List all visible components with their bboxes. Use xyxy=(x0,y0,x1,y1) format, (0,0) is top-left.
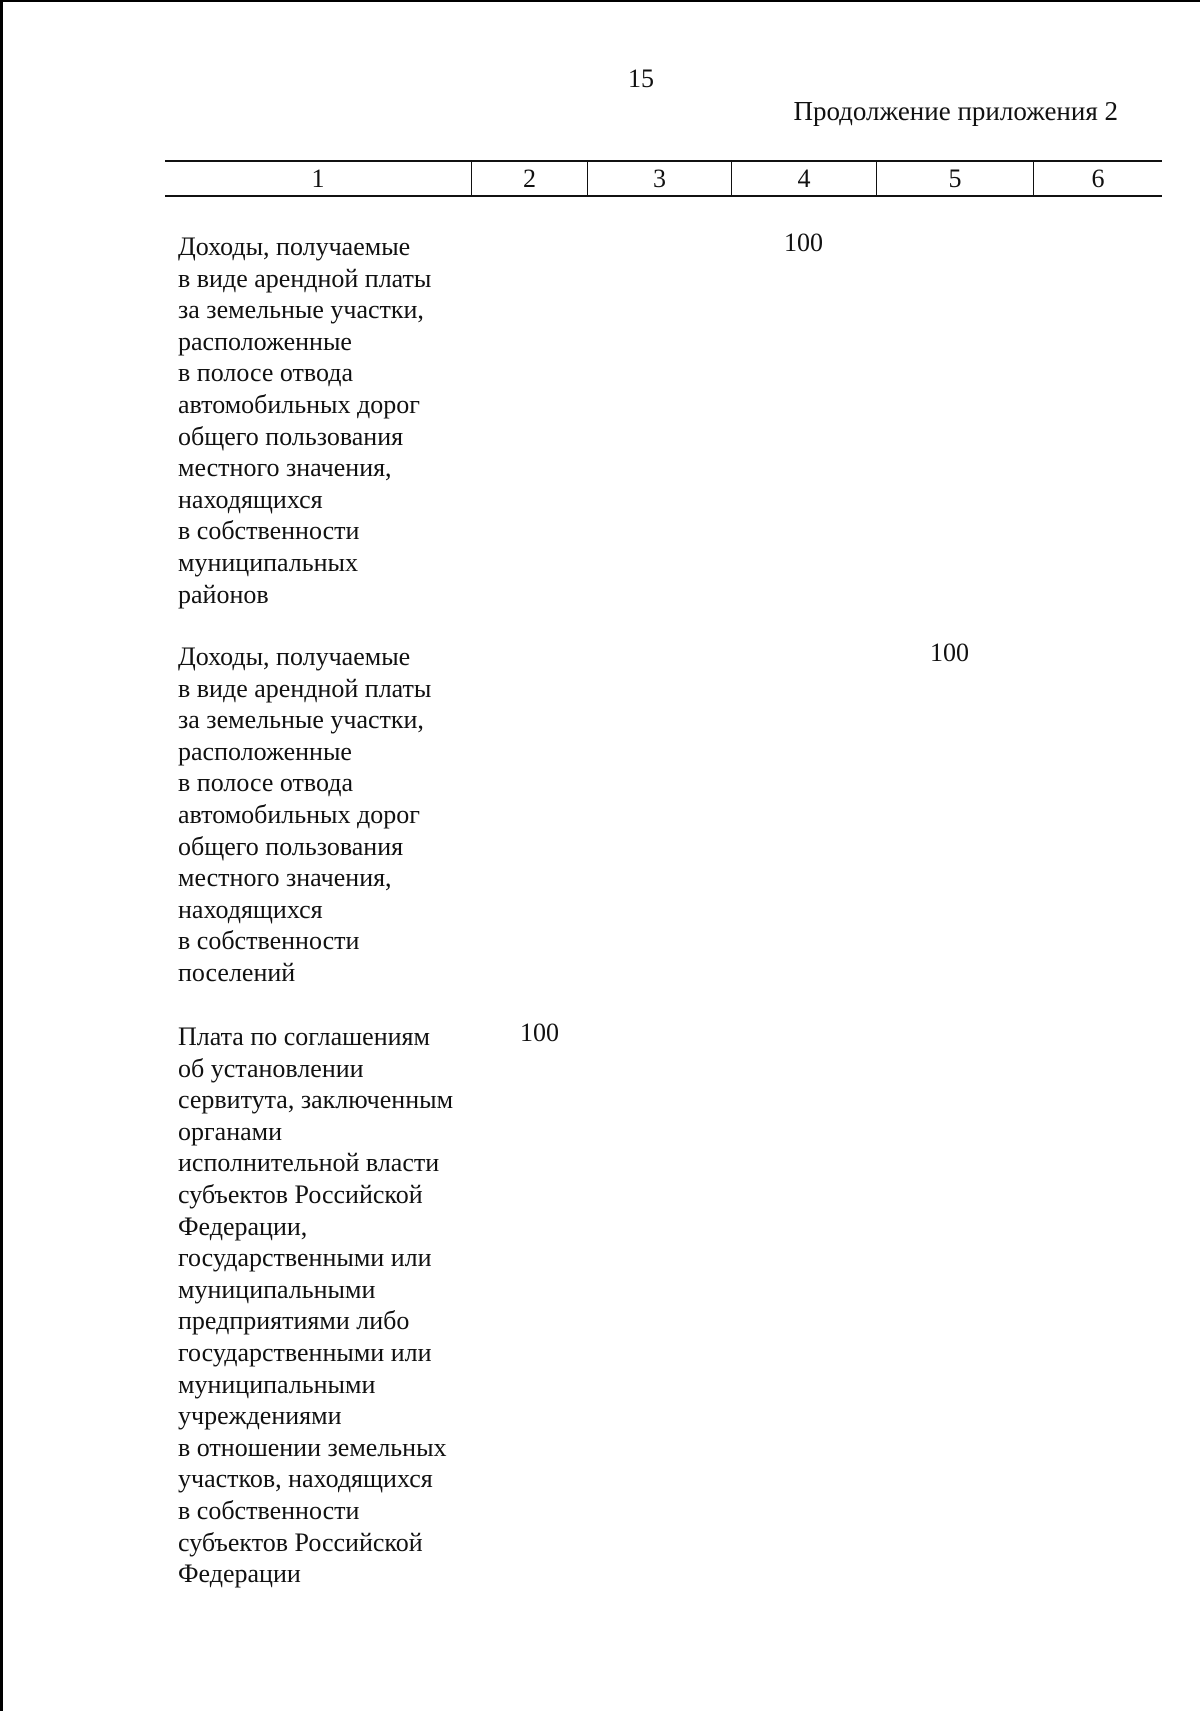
column-header-1: 1 xyxy=(311,164,325,193)
row-1-name: Доходы, получаемые в виде арендной платы за земельные участки, расположенные в полосе отвода автомобильных дорог общего пользования местного значения, находящихся в собственности муниципальных районов xyxy=(178,232,432,609)
row-2-name: Доходы, получаемые в виде арендной платы за земельные участки, расположенные в полосе отвода автомобильных дорог общего пользования местного значения, находящихся в собственности поселений xyxy=(178,642,432,987)
column-header-3: 3 xyxy=(587,162,731,195)
continuation-label: Продолжение приложения 2 xyxy=(793,96,1118,126)
column-header-2: 2 xyxy=(471,162,587,195)
column-header-5: 5 xyxy=(876,162,1033,195)
row-1-value: 100 xyxy=(784,228,823,257)
table-column-header xyxy=(165,160,1162,197)
page-number: 15 xyxy=(628,64,654,93)
row-2-value: 100 xyxy=(930,638,969,667)
column-header-4: 4 xyxy=(731,162,876,195)
scan-border-top xyxy=(0,0,1200,2)
row-3-name: Плата по соглашениям об установлении сервитута, заключенным органами исполнительной власти субъектов Российской Федерации, государственными или муниципальными предприятиями либо государственными или муниципальными учреждениями в отношении земельных участков, находящихся в собственности субъектов Российской Федерации xyxy=(178,1022,454,1589)
row-3-value: 100 xyxy=(520,1018,559,1047)
scan-border-left-lower xyxy=(0,980,2,1711)
column-header-6: 6 xyxy=(1033,162,1162,195)
